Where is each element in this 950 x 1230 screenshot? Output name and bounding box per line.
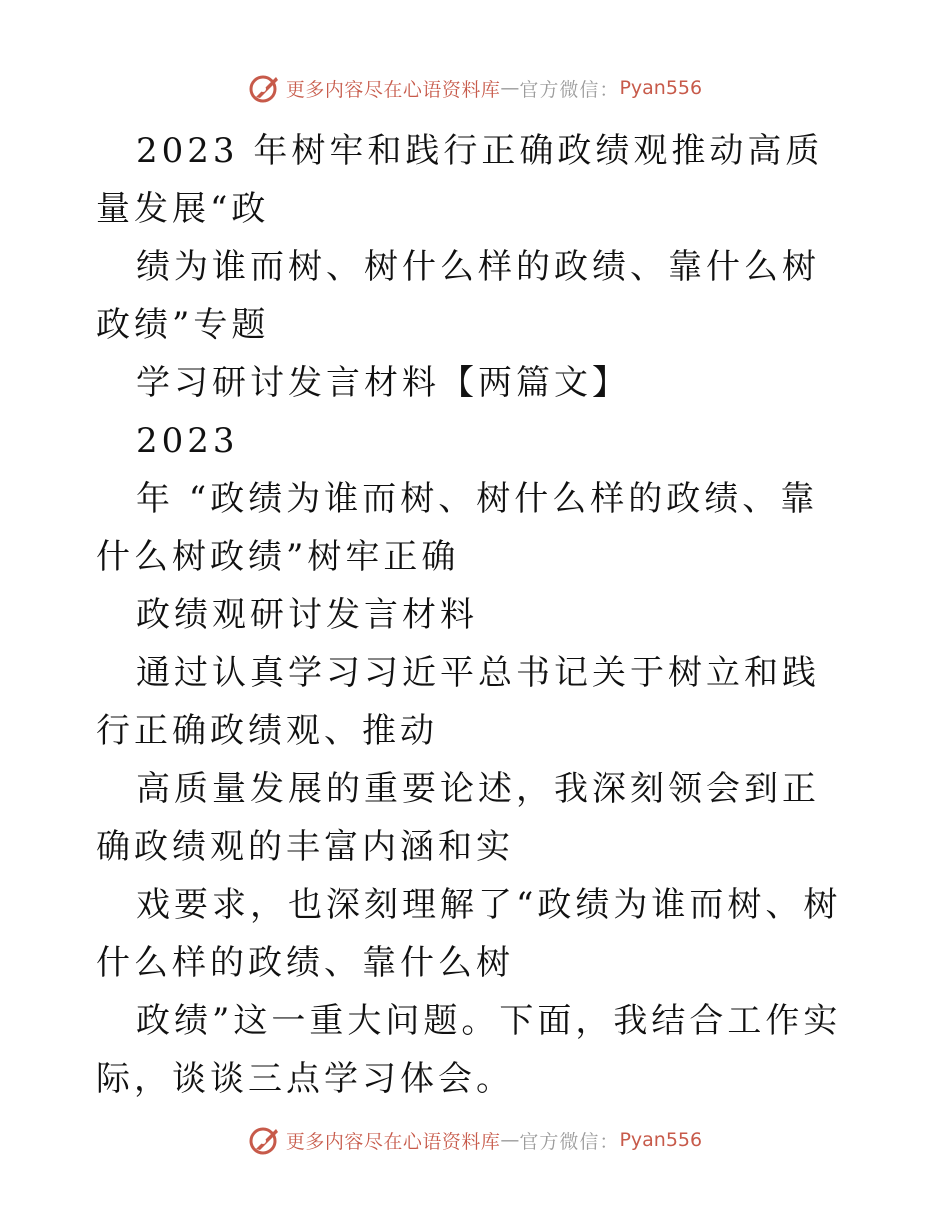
quill-logo-icon	[248, 1123, 282, 1157]
paragraph-title-3: 学习研讨发言材料【两篇文】	[136, 363, 630, 403]
watermark-separator: —	[500, 1129, 520, 1151]
paragraph-title-2: 绩为谁而树、树什么样的政绩、靠什么树政绩”专题	[96, 247, 820, 345]
paragraph-body-2: 高质量发展的重要论述，我深刻领会到正确政绩观的丰富内涵和实	[96, 769, 820, 867]
paragraph-year: 2023	[136, 421, 239, 461]
document-body	[96, 122, 856, 1108]
quill-logo-icon	[248, 71, 282, 105]
paragraph-title-1: 2023 年树牢和践行正确政绩观推动高质量发展“政	[96, 131, 824, 229]
watermark-text: 更多内容尽在心语资料库	[285, 78, 501, 101]
footer-watermark	[0, 1120, 950, 1160]
watermark-wechat-label: 官方微信：	[519, 1130, 620, 1153]
paragraph-body-4: 政绩”这一重大问题。下面，我结合工作实际，谈谈三点学习体会。	[96, 1001, 842, 1099]
paragraph-body-3: 戏要求，也深刻理解了“政绩为谁而树、树什么样的政绩、靠什么树	[96, 885, 842, 983]
watermark-wechat-id: Pyan556	[619, 1129, 703, 1151]
paragraph-body-1: 通过认真学习习近平总书记关于树立和践行正确政绩观、推动	[96, 653, 820, 751]
watermark-wechat-id: Pyan556	[619, 77, 703, 99]
paragraph-subtitle-2: 政绩观研讨发言材料	[136, 595, 478, 635]
watermark-separator: —	[500, 77, 520, 99]
watermark-wechat-label: 官方微信：	[519, 78, 620, 101]
watermark-text: 更多内容尽在心语资料库	[285, 1130, 501, 1153]
paragraph-subtitle-1: 年 “政绩为谁而树、树什么样的政绩、靠什么树政绩”树牢正确	[96, 479, 819, 577]
header-watermark	[0, 68, 950, 108]
